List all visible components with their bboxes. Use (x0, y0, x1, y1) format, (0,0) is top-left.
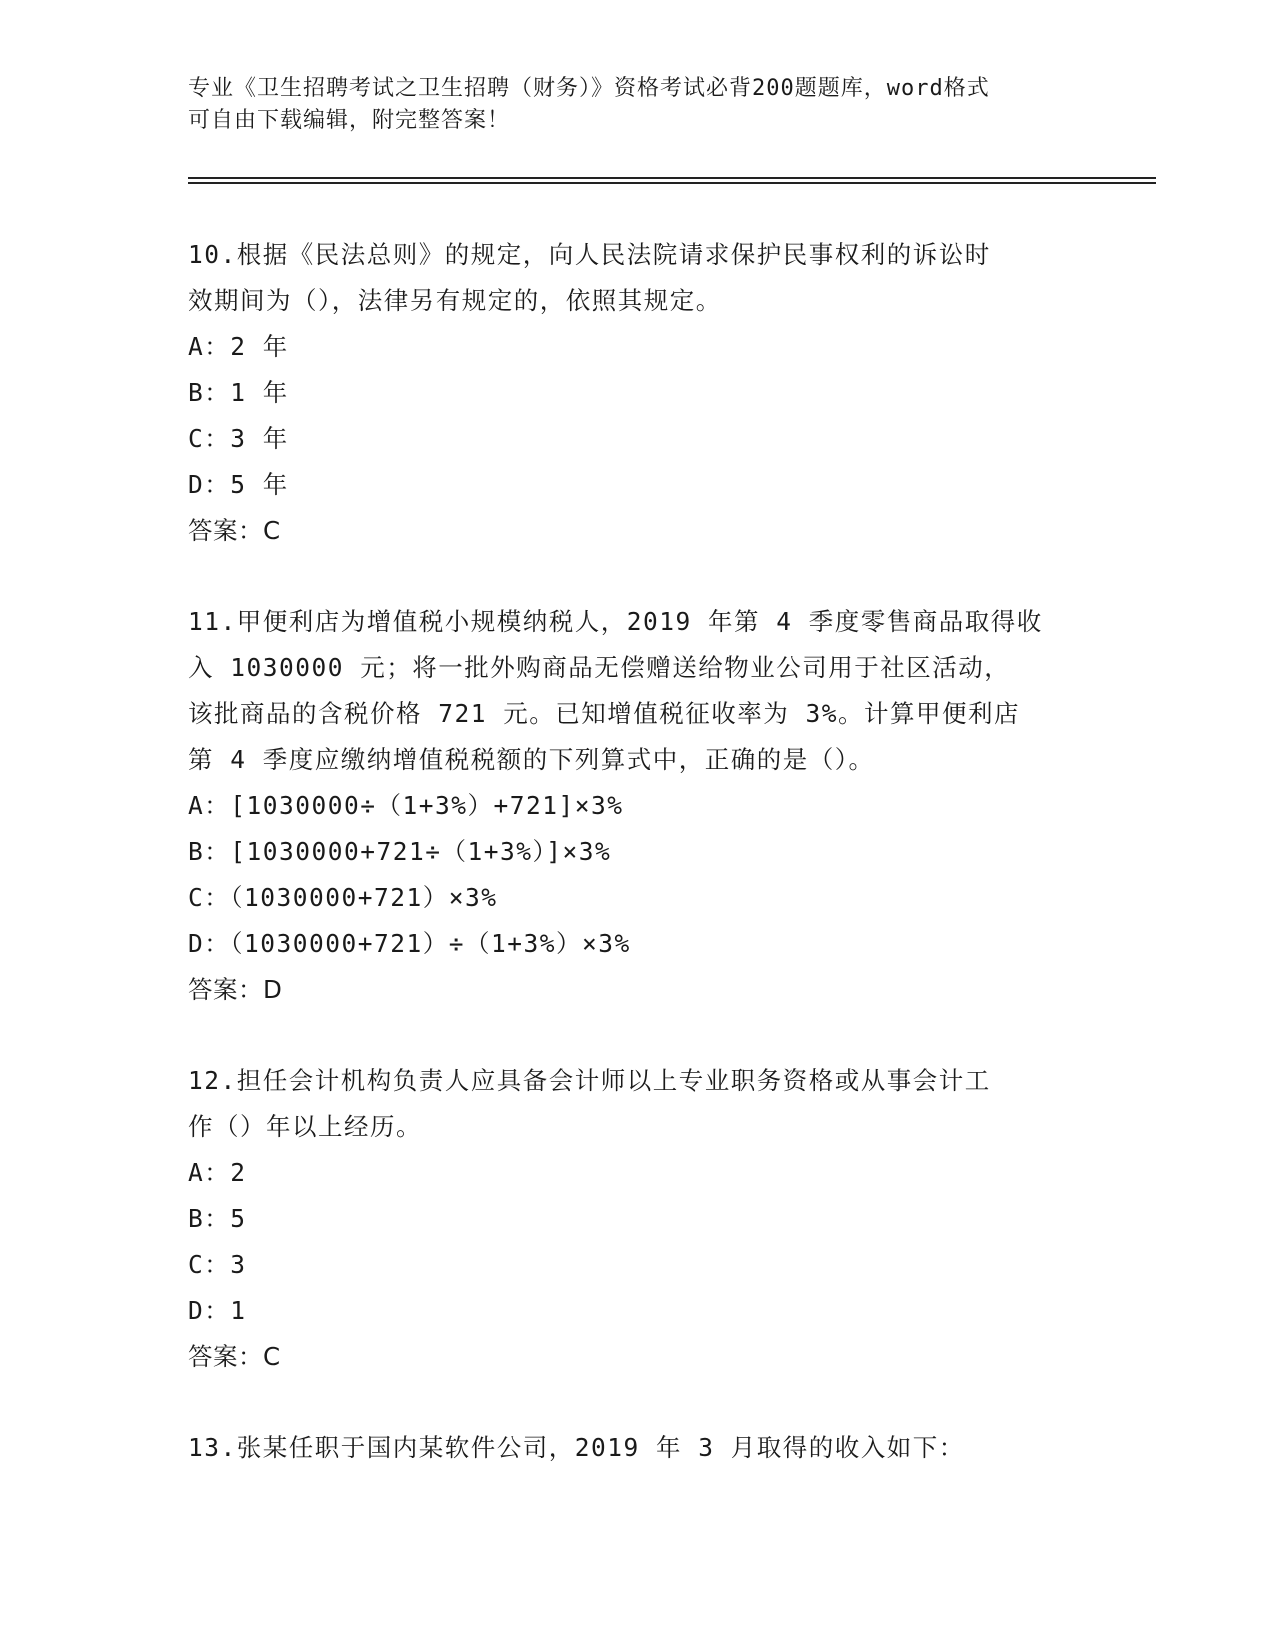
stem-line: 10.根据《民法总则》的规定，向人民法院请求保护民事权利的诉讼时 (188, 240, 991, 269)
option-a: A：[1030000÷（1+3%）+721]×3% (188, 791, 624, 820)
stem-line: 入 1030000 元；将一批外购商品无偿赠送给物业公司用于社区活动， (188, 653, 1011, 682)
stem-line: 第 4 季度应缴纳增值税税额的下列算式中，正确的是（）。 (188, 745, 875, 774)
header-divider-top (188, 177, 1156, 179)
option-d: D：（1030000+721）÷（1+3%）×3% (188, 929, 631, 958)
document-header (188, 73, 1068, 137)
question-12 (188, 1058, 1088, 1380)
question-stem (188, 1425, 1088, 1471)
option-c: C：3 (188, 1250, 247, 1279)
option-d: D：1 (188, 1296, 247, 1325)
header-line-2: 可自由下载编辑，附完整答案！ (188, 108, 511, 133)
answer: 答案：D (188, 975, 283, 1004)
question-11 (188, 599, 1088, 1013)
option-b: B：5 (188, 1204, 247, 1233)
stem-line: 13.张某任职于国内某软件公司，2019 年 3 月取得的收入如下： (188, 1433, 965, 1462)
question-stem (188, 599, 1088, 783)
option-b: B：1 年 (188, 378, 289, 407)
option-a: A：2 年 (188, 332, 289, 361)
stem-line: 11.甲便利店为增值税小规模纳税人，2019 年第 4 季度零售商品取得收 (188, 607, 1043, 636)
answer: 答案：C (188, 516, 281, 545)
question-stem (188, 232, 1088, 324)
question-13 (188, 1425, 1088, 1471)
question-list (188, 232, 1088, 1516)
stem-line: 效期间为（），法律另有规定的，依照其规定。 (188, 286, 722, 315)
option-c: C：（1030000+721）×3% (188, 883, 498, 912)
option-d: D：5 年 (188, 470, 289, 499)
question-stem (188, 1058, 1088, 1150)
option-b: B：[1030000+721÷（1+3%）]×3% (188, 837, 612, 866)
stem-line: 该批商品的含税价格 721 元。已知增值税征收率为 3%。计算甲便利店 (188, 699, 1020, 728)
stem-line: 作（）年以上经历。 (188, 1112, 422, 1141)
header-line-1: 专业《卫生招聘考试之卫生招聘（财务）》资格考试必背200题题库，word格式 (188, 76, 990, 101)
option-c: C：3 年 (188, 424, 289, 453)
answer: 答案：C (188, 1342, 281, 1371)
header-divider-bottom (188, 182, 1156, 184)
question-10 (188, 232, 1088, 554)
option-a: A：2 (188, 1158, 247, 1187)
stem-line: 12.担任会计机构负责人应具备会计师以上专业职务资格或从事会计工 (188, 1066, 991, 1095)
